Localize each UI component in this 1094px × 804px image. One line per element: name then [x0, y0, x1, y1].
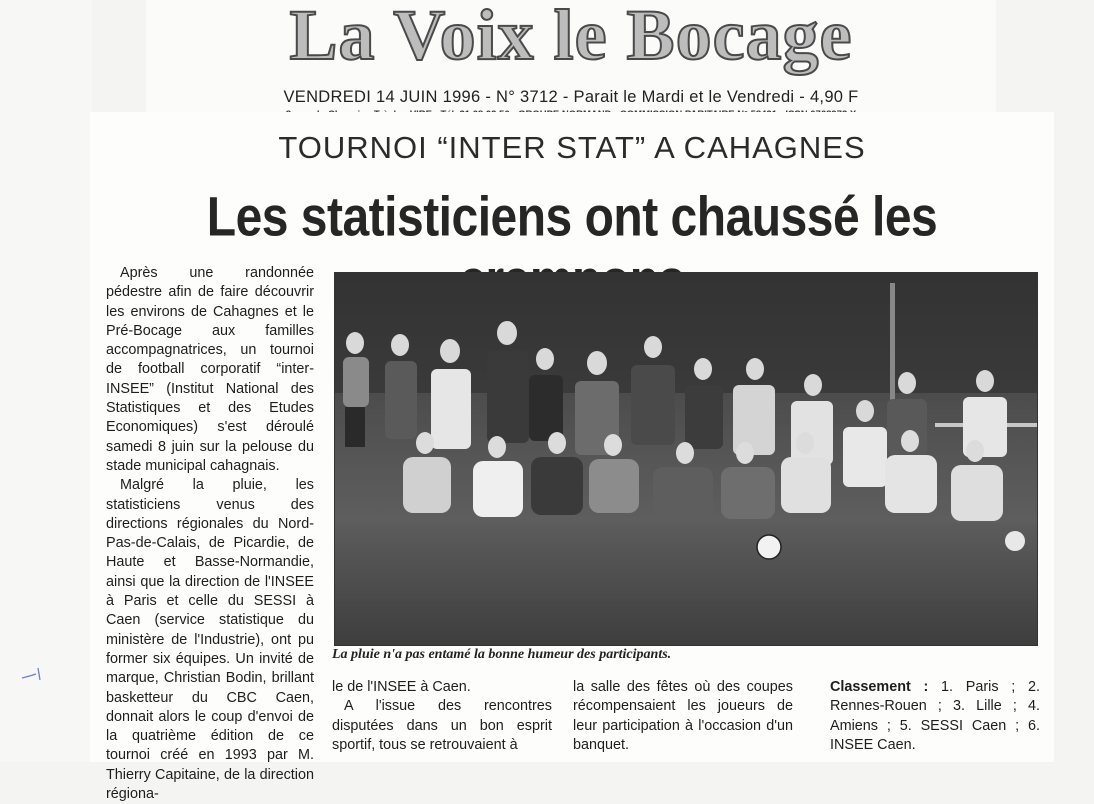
article-column-3	[573, 678, 793, 755]
scan-margin	[0, 0, 92, 762]
paragraph: Après une randonnée pédestre afin de faire découvrir les environs de Cahagnes et le Pré-Bocage aux familles accompagnatrices, un tournoi de football corporatif “inter-INSEE” (Institut National des Statistiques et des Etudes Economiques) s'est déroulé samedi 8 juin sur la pelouse du stade municipal cahagnais.	[106, 265, 314, 474]
photo-caption: La pluie n'a pas entamé la bonne humeur des participants.	[332, 647, 672, 662]
paragraph: la salle des fêtes où des coupes récompensaient les joueurs de leur participation à l'occasion d'un banquet.	[573, 679, 793, 753]
paragraph: le de l'INSEE à Caen.	[332, 679, 471, 695]
article-clipping	[90, 112, 1054, 803]
newspaper-masthead	[146, 0, 996, 129]
newspaper-title: La Voix le Bocage	[289, 0, 853, 75]
standings-label: Classement :	[830, 679, 929, 695]
issue-date-line: VENDREDI 14 JUIN 1996 - N° 3712 - Parait le Mardi et le Vendredi - 4,90 F	[283, 88, 859, 106]
standings-column	[830, 678, 1040, 755]
article-column-1	[106, 264, 314, 803]
pen-mark	[20, 664, 48, 684]
article-headline: Les statisticiens ont chaussé les	[206, 187, 938, 249]
standings-text: 1. Paris ; 2. Rennes-Rouen ; 3. Lille ; 4. Amiens ; 5. SESSI Caen ; 6. INSEE Caen.	[830, 679, 1041, 753]
team-photo	[334, 272, 1038, 646]
paragraph: Malgré la pluie, les statisticiens venus des directions régionales du Nord-Pas-de-Calais, de Picardie, de Haute et Basse-Normandie, ainsi que la direction de l'INSEE à Paris et celle du SESSI à Caen (service statistique du ministère de l'Industrie), ont pu former six équipes. Un invité de marque, Christian Bodin, brillant basketteur du CBC Caen, donnait alors le coup d'envoi de la quatrième édition de ce tournoi créé en 1993 par M. Thierry Capitaine, de la direction régiona-	[106, 477, 314, 803]
article-kicker: TOURNOI “INTER STAT” A CAHAGNES	[278, 130, 866, 165]
paragraph: A l'issue des rencontres disputées dans un bon esprit sportif, tous se retrouvaient à	[332, 698, 552, 753]
standings-paragraph	[830, 678, 1040, 755]
team-photo-image	[335, 273, 1037, 645]
article-column-2	[332, 678, 552, 755]
